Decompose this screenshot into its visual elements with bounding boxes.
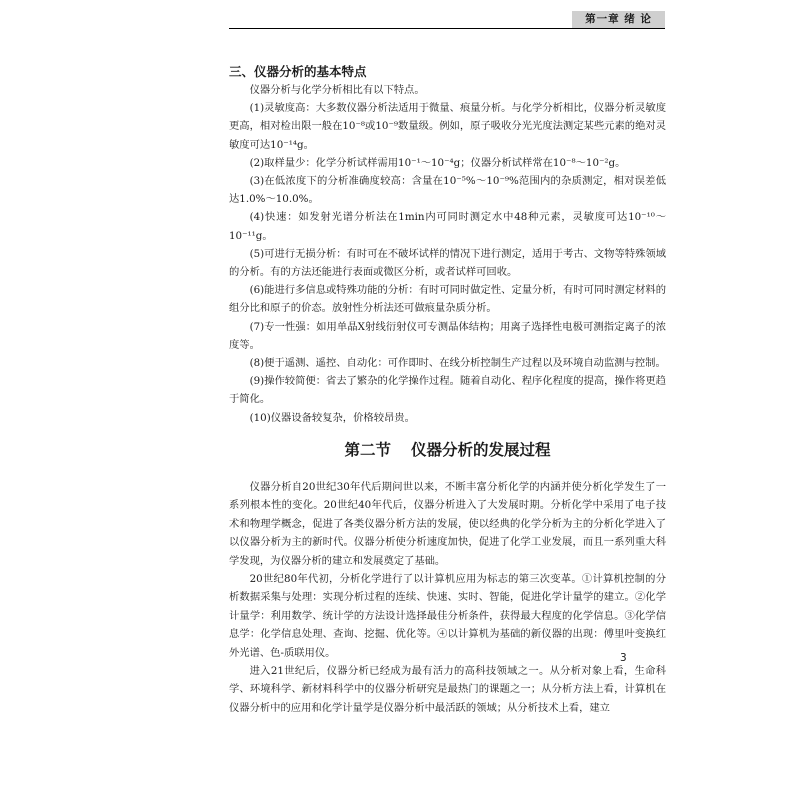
section-title-text: 仪器分析的发展过程 xyxy=(411,441,551,459)
page-number: 3 xyxy=(620,652,627,664)
section-number: 第二节 xyxy=(344,441,391,459)
feature-paragraph: (7)专一性强：如用单晶X射线衍射仪可专测晶体结构；用离子选择性电极可测指定离子的浓度等。 xyxy=(229,320,666,351)
feature-paragraph: (5)可进行无损分析：有时可在不破坏试样的情况下进行测定，适用于考古、文物等特殊领域的分析。有的方法还能进行表面或微区分析，或者试样可回收。 xyxy=(229,247,666,279)
feature-paragraph: (1)灵敏度高：大多数仪器分析法适用于微量、痕量分析。与化学分析相比，仪器分析灵敏度更高，相对检出限一般在10⁻⁸或10⁻⁹数量级。例如，原子吸收分光光度法测定某些元素的绝对灵敏度可达10⁻¹⁴g。 xyxy=(229,102,666,151)
section-title xyxy=(229,438,666,460)
feature-paragraph: (9)操作较简便：省去了繁杂的化学操作过程。随着自动化、程序化程度的提高，操作将更趋于简化。 xyxy=(229,375,666,406)
intro-paragraph: 仪器分析与化学分析相比有以下特点。 xyxy=(249,84,425,96)
body-paragraph: 仪器分析自20世纪30年代后期问世以来，不断丰富分析化学的内涵并使分析化学发生了一系列根本性的变化。20世纪40年代后，仪器分析进入了大发展时期。分析化学中采用了电子技术和物理学概念，促进了各类仪器分析方法的发展，使以经典的化学分析为主的分析化学进入了以仪器分析为主的新时代。仪器分析使分析速度加快，促进了化学工业发展，而且一系列重大科学发现，为仪器分析的建立和发展奠定了基础。 xyxy=(229,481,666,567)
feature-paragraph: (3)在低浓度下的分析准确度较高：含量在10⁻⁵%～10⁻⁹%范围内的杂质测定，相对误差低达1.0%～10.0%。 xyxy=(229,175,666,206)
header-rule xyxy=(229,28,665,29)
section2-body xyxy=(229,478,666,717)
feature-paragraph: (8)便于遥测、遥控、自动化：可作即时、在线分析控制生产过程以及环境自动监测与控制。 xyxy=(249,357,666,370)
feature-paragraph: (4)快速：如发射光谱分析法在1min内可同时测定水中48种元素，灵敏度可达10⁻¹⁰～10⁻¹¹g。 xyxy=(229,211,666,242)
feature-paragraph: (2)取样量少：化学分析试样需用10⁻¹～10⁻⁴g；仪器分析试样常在10⁻⁸～10⁻²g。 xyxy=(249,156,626,169)
chapter-header: 第一章 绪 论 xyxy=(572,11,665,28)
feature-paragraph: (10)仪器设备较复杂，价格较昂贵。 xyxy=(249,411,415,424)
feature-paragraph: (6)能进行多信息或特殊功能的分析：有时可同时做定性、定量分析，有时可同时测定材料的组分比和原子的价态。放射性分析法还可做痕量杂质分析。 xyxy=(229,284,666,315)
body-paragraph: 20世纪80年代初，分析化学进行了以计算机应用为标志的第三次变革。①计算机控制的分析数据采集与处理：实现分析过程的连续、快速、实时、智能，促进化学计量学的建立。②化学计量学：利用数学、统计学的方法设计选择最佳分析条件，获得最大程度的化学信息。③化学信息学：化学信息处理、查询、挖掘、优化等。④以计算机为基础的新仪器的出现：傅里叶变换红外光谱、色-质联用仪。 xyxy=(229,573,666,659)
body-paragraph: 进入21世纪后，仪器分析已经成为最有活力的高科技领域之一。从分析对象上看，生命科学、环境科学、新材料科学中的仪器分析研究是最热门的课题之一；从分析方法上看，计算机在仪器分析中的应用和化学计量学是仪器分析中最活跃的领域；从分析技术上看，建立 xyxy=(229,665,666,714)
features-body xyxy=(229,81,666,427)
section-heading: 三、仪器分析的基本特点 xyxy=(229,64,367,79)
